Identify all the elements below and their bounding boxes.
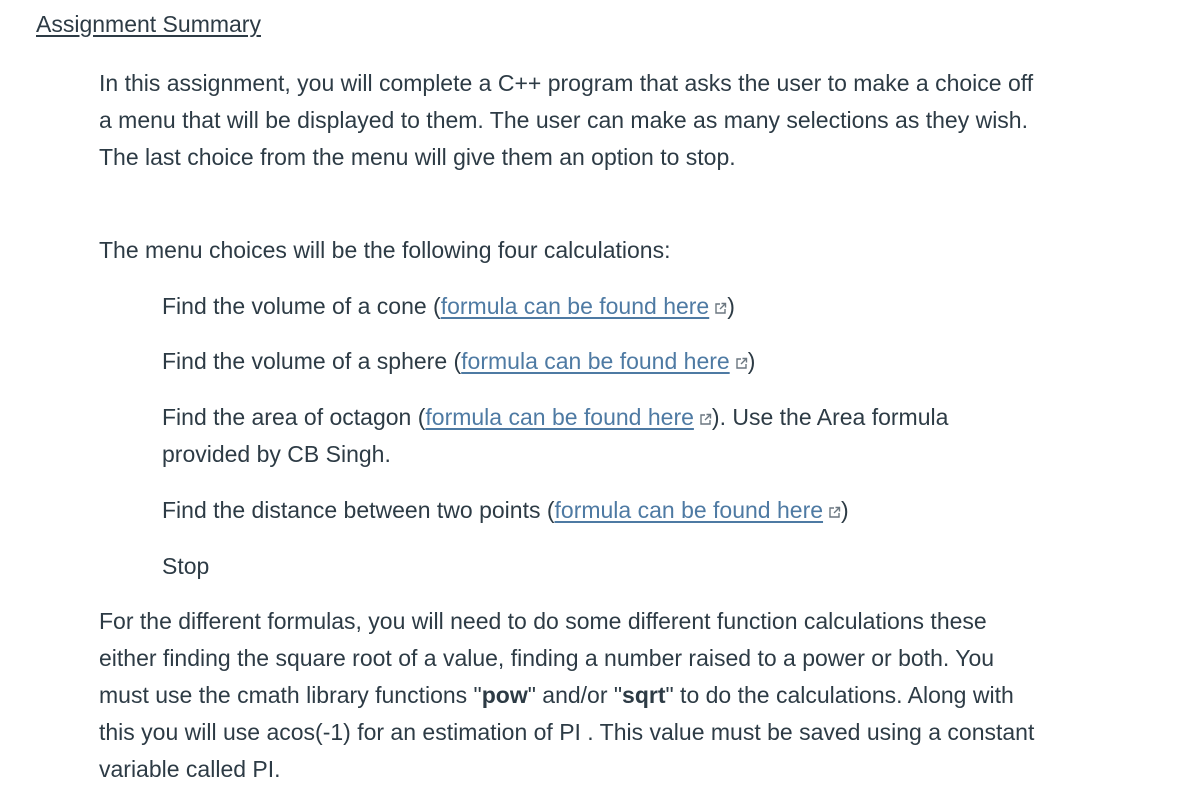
menu-item-distance-text: Find the distance between two points ( xyxy=(162,497,555,523)
menu-item-octagon-text: Find the area of octagon ( xyxy=(162,404,426,430)
menu-item-distance-close: ) xyxy=(841,497,849,523)
menu-item-cone-text: Find the volume of a cone ( xyxy=(162,293,441,319)
pow-function-name: pow xyxy=(481,682,528,708)
sqrt-function-name: sqrt xyxy=(622,682,666,708)
menu-item-stop: Stop xyxy=(162,553,210,579)
menu-item-cone-close: ) xyxy=(727,293,735,319)
menu-item-sphere xyxy=(162,343,1042,380)
menu-item-octagon-close: ). Use the Area formula provided by CB Singh. xyxy=(162,404,949,467)
intro-paragraph: In this assignment, you will complete a C++ program that asks the user to make a choice off a menu that will be displayed to them. The user can make as many selections as they wish. The last choice from the menu will give them an option to stop. xyxy=(99,70,1034,170)
formulas-text-1: For the different formulas, you will need to do some different function calculations these either finding the square root of a value, finding a number raised to a power or both. You must use the cmath library functions " xyxy=(99,608,995,708)
distance-formula-link[interactable]: formula can be found here xyxy=(554,497,824,523)
menu-item-sphere-text: Find the volume of a sphere ( xyxy=(162,348,462,374)
external-link-icon[interactable] xyxy=(828,506,841,519)
menu-item-cone xyxy=(162,288,1042,325)
formulas-text-3: " to do the calculations. Along with this you will use acos(-1) for an estimation of PI . This value must be saved using a constant variable called PI. xyxy=(99,682,1035,782)
cone-formula-link[interactable]: formula can be found here xyxy=(440,293,710,319)
external-link-icon[interactable] xyxy=(699,413,712,426)
menu-item-sphere-close: ) xyxy=(747,348,756,374)
assignment-summary-heading: Assignment Summary xyxy=(36,11,261,37)
menu-item-distance xyxy=(162,492,1042,529)
menu-item-octagon xyxy=(162,399,1042,473)
formulas-text-2: " and/or " xyxy=(527,682,623,708)
menu-intro-paragraph: The menu choices will be the following four calculations: xyxy=(99,237,671,263)
external-link-icon[interactable] xyxy=(735,357,748,370)
external-link-icon[interactable] xyxy=(714,302,727,315)
sphere-formula-link[interactable]: formula can be found here xyxy=(461,348,730,374)
formulas-paragraph xyxy=(99,603,1039,788)
octagon-formula-link[interactable]: formula can be found here xyxy=(425,404,694,430)
